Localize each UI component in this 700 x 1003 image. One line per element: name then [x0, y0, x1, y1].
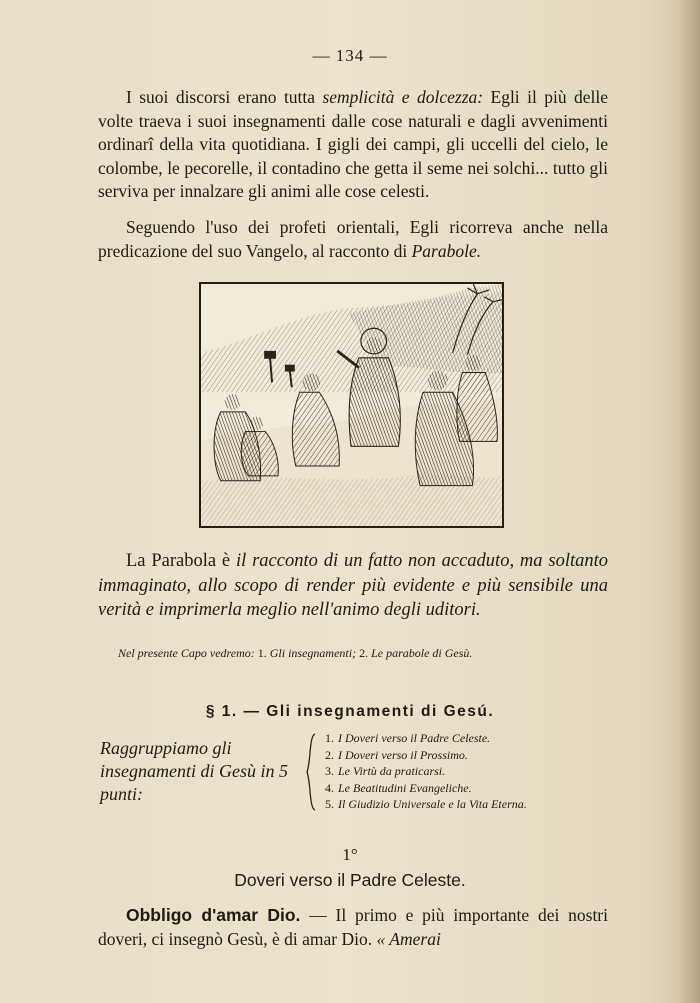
subsection-number: 1° — [342, 845, 358, 864]
list-item: 4. Le Beatitudini Evangeliche. — [325, 780, 472, 795]
engraving-drawing — [201, 284, 502, 526]
brace-icon — [305, 732, 319, 812]
section-heading: § 1. — Gli insegnamenti di Gesú. — [205, 703, 495, 720]
list-item: 5. Il Giudizio Universale e la Vita Eterna. — [325, 797, 527, 811]
chapter-overview-note: Nel presente Capo vedremo: 1. Gli insegnamenti; 2. Le parabole di Gesù. — [118, 646, 473, 660]
teachings-list — [325, 730, 615, 813]
summary-intro: Raggruppiamo gli insegnamenti di Gesù in 5 punti: — [100, 738, 288, 804]
paragraph-parables-intro: Seguendo l'uso dei profeti orientali, Egli ricorreva anche nella predicazione del suo Vangelo, al racconto di Parabole. — [98, 217, 608, 261]
list-item: 1. I Doveri verso il Padre Celeste. — [325, 731, 491, 745]
list-item: 2. I Doveri verso il Prossimo. — [325, 747, 468, 762]
parable-definition: La Parabola è il racconto di un fatto non accaduto, ma soltanto immaginato, allo scopo di render più evidente e più sensibile una verità e imprimerla meglio nell'animo degli uditori. — [98, 551, 608, 620]
subsection-title: Doveri verso il Padre Celeste. — [234, 870, 466, 890]
sermon-engraving-illustration — [199, 282, 504, 528]
paragraph-discourses: I suoi discorsi erano tutta semplicità e dolcezza: Egli il più delle volte traeva i suoi insegnamenti dalle cose naturali e dagli avvenimenti ordinarî della vita quotidiana. I gigli dei campi, gli uccelli del cielo, le colombe, le pecorelle, il contadino che getta il seme nei solchi... tutto gli serviva per innalzare gli animi alle cose celesti. — [98, 87, 609, 201]
page-number: — 134 — — [312, 46, 388, 65]
list-item: 3. Le Virtù da praticarsi. — [325, 764, 446, 778]
paragraph-love-god: Obbligo d'amar Dio. — Il primo e più importante dei nostri doveri, ci insegnò Gesù, è di amar Dio. « Amerai — [98, 905, 608, 949]
